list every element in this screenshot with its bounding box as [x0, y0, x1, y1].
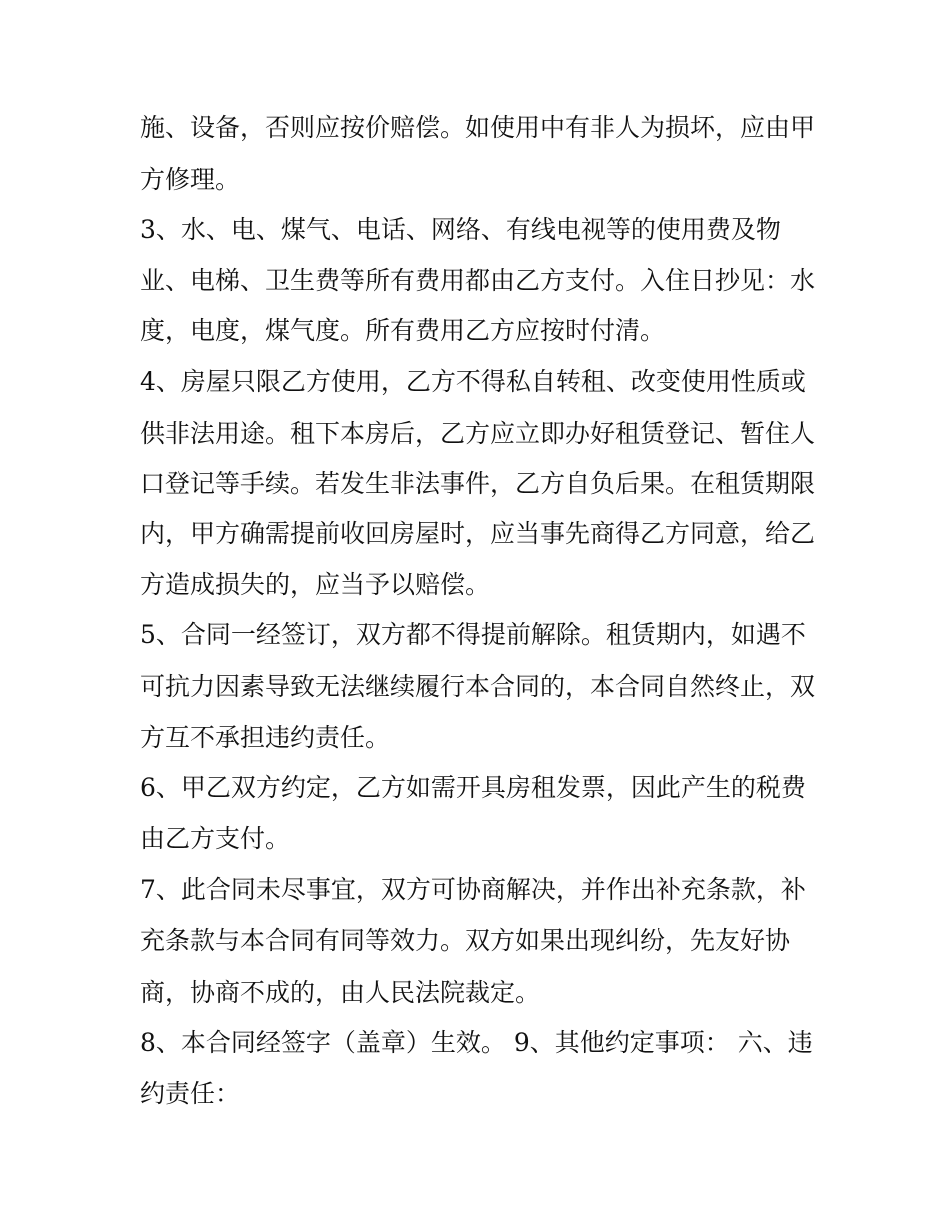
text-line: 业、电梯、卫生费等所有费用都由乙方支付。入住日抄见：水: [140, 266, 816, 295]
text-line: 施、设备，否则应按价赔偿。如使用中有非人为损坏，应由甲: [140, 113, 816, 142]
text-line: 商，协商不成的，由人民法院裁定。: [140, 978, 541, 1007]
text-line: 充条款与本合同有同等效力。双方如果出现纠纷，先友好协: [140, 926, 791, 955]
text-line: 供非法用途。租下本房后，乙方应立即办好租赁登记、暂住人: [140, 419, 816, 448]
text-line: 方修理。: [140, 165, 241, 194]
clause-4-line: 4、房屋只限乙方使用，乙方不得私自转租、改变使用性质或: [140, 367, 806, 396]
text-line: 方互不承担违约责任。: [140, 723, 391, 752]
text-line: 度，电度，煤气度。所有费用乙方应按时付清。: [140, 316, 666, 345]
clause-5-line: 5、合同一经签订，双方都不得提前解除。租赁期内，如遇不: [140, 620, 806, 649]
clause-3-line: 3、水、电、煤气、电话、网络、有线电视等的使用费及物: [140, 215, 781, 244]
text-line: 可抗力因素导致无法继续履行本合同的，本合同自然终止，双: [140, 672, 816, 701]
clause-7-line: 7、此合同未尽事宜，双方可协商解决，并作出补充条款，补: [140, 875, 806, 904]
text-line: 约责任：: [140, 1079, 241, 1108]
clause-8-line: 8、本合同经签字（盖章）生效。 9、其他约定事项： 六、违: [140, 1028, 813, 1057]
text-line: 内，甲方确需提前收回房屋时，应当事先商得乙方同意，给乙: [140, 519, 816, 548]
clause-6-line: 6、甲乙双方约定，乙方如需开具房租发票，因此产生的税费: [140, 773, 806, 802]
text-line: 方造成损失的，应当予以赔偿。: [140, 570, 491, 599]
text-line: 口登记等手续。若发生非法事件，乙方自负后果。在租赁期限: [140, 469, 816, 498]
text-line: 由乙方支付。: [140, 824, 291, 853]
